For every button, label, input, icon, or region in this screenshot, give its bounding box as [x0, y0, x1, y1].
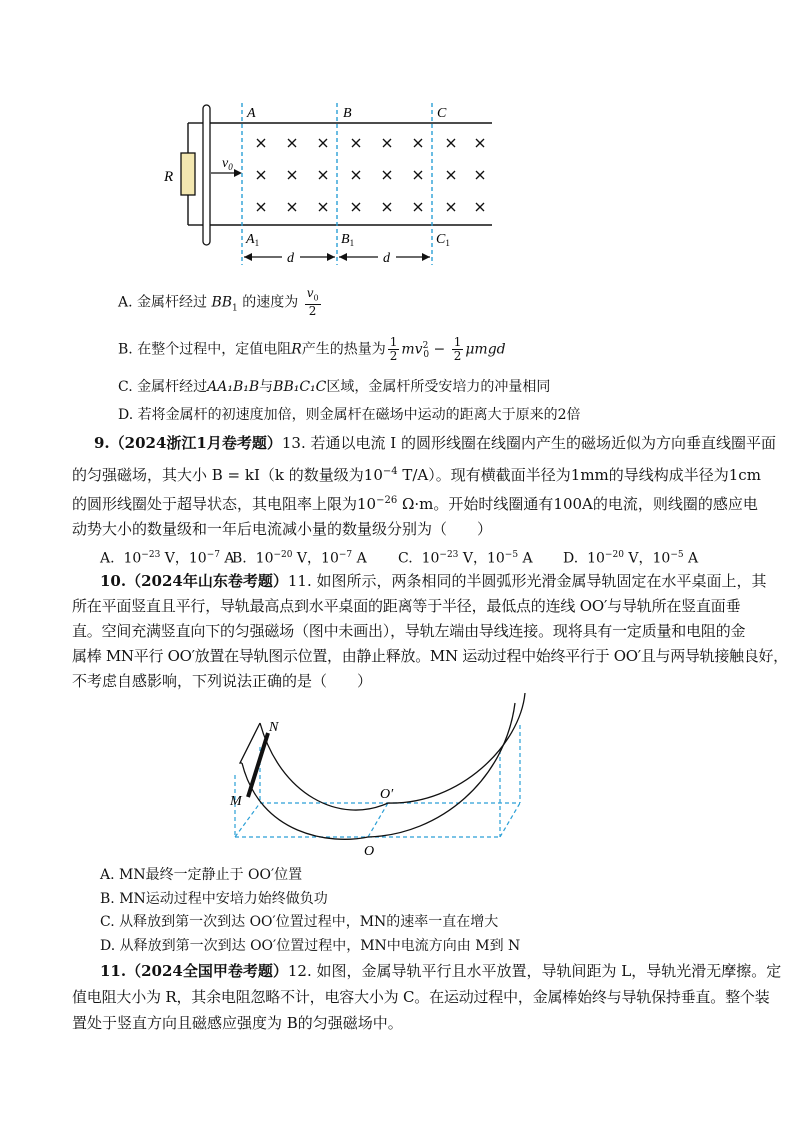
q11-line-1: 11.（2024全国甲卷考题）12. 如图，金属导轨平行且水平放置，导轨间距为 L，导轨光滑无摩擦。定 [100, 962, 782, 980]
q10-line-5: 不考虑自感影响，下列说法正确的是（ ） [72, 672, 373, 690]
q8-option-a: A. 金属杆经过 $BB_1$ 的速度为 $\frac{v_0}{2}$ [118, 286, 319, 319]
q10-line-1: 10.（2024年山东卷考题）11. 如图所示，两条相同的半圆弧形光滑金属导轨固定在水平桌面上，其 [100, 572, 767, 590]
q10-line-4: 属棒 MN平行 OO′放置在导轨图示位置，由静止释放。MN 运动过程中始终平行于 OO′且与两导轨接触良好， [72, 647, 788, 665]
label-d1: d [287, 251, 294, 266]
q11-source: （2024全国甲卷考题） [126, 962, 288, 980]
metal-rod [203, 105, 210, 245]
label-M: M [230, 794, 242, 809]
q9-line-3: 的圆形线圈处于超导状态，其电阻率上限为$10^{-26}$ Ω·m。开始时线圈通有100A的电流，则线圈的感应电 [72, 495, 758, 513]
q10-option-d: D. 从释放到第一次到达 OO′位置过程中，MN中电流方向由 M到 N [100, 938, 521, 954]
label-B1: $B_1$ [341, 232, 355, 248]
label-R: R [164, 169, 174, 185]
q8-option-b: B. 在整个过程中，定值电阻R产生的热量为 $\frac{1}{2}$ $mv^2_0$ − $\frac{1}{2}$ μmgd [118, 335, 506, 364]
q9-line-1: 9.（2024浙江1月卷考题）13. 若通以电流 I 的圆形线圈在线圈内产生的磁场近似为方向垂直线圈平面 [94, 434, 776, 452]
label-A: A [247, 106, 256, 121]
label-A1: $A_1$ [246, 232, 260, 248]
q10-source: （2024年山东卷考题） [126, 572, 288, 590]
q8-option-d: D. 若将金属杆的初速度加倍，则金属杆在磁场中运动的距离大于原来的2倍 [118, 407, 581, 423]
label-B: B [343, 106, 352, 121]
q10-line-3: 直。空间充满竖直向下的匀强磁场（图中未画出），导轨左端由导线连接。现将具有一定质量和电阻的金 [72, 622, 746, 640]
q9-option-a: A. $10^{-23}$ V，$10^{-7}$ A [100, 550, 235, 567]
q9-option-c: C. $10^{-23}$ V，$10^{-5}$ A [398, 550, 533, 567]
q9-option-d: D. $10^{-20}$ V，$10^{-5}$ A [563, 550, 699, 567]
resistor [181, 153, 195, 195]
q9-source: （2024浙江1月卷考题） [109, 434, 282, 452]
q10-option-a: A. MN最终一定静止于 OO′位置 [100, 867, 303, 883]
q11-line-3: 置处于竖直方向且磁感应强度为 B的匀强磁场中。 [72, 1014, 403, 1032]
q9-option-b: B. $10^{-20}$ V，$10^{-7}$ A [232, 550, 367, 567]
label-N: N [269, 720, 279, 735]
label-C1: $C_1$ [436, 232, 450, 248]
label-v0: $v_0$ [222, 156, 233, 172]
q11-line-2: 值电阻大小为 R，其余电阻忽略不计，电容大小为 C。在运动过程中，金属棒始终与导轨保持垂直。整个装 [72, 988, 770, 1006]
label-C: C [437, 106, 447, 121]
q9-line-2: 的匀强磁场，其大小 B = kI（k 的数量级为$10^{-4}$ T/A）。现有横截面半径为1mm的导线构成半径为1cm [72, 466, 761, 484]
q9-line-4: 动势大小的数量级和一年后电流减小量的数量级分别为（ ） [72, 520, 493, 538]
q10-line-2: 所在平面竖直且平行，导轨最高点到水平桌面的距离等于半径，最低点的连线 OO′与导轨所在竖直面垂 [72, 597, 741, 615]
label-O: O [364, 844, 375, 859]
figure-magnetic-field-rails [160, 95, 500, 275]
field-cross-marks [257, 139, 484, 211]
q10-option-c: C. 从释放到第一次到达 OO′位置过程中，MN的速率一直在增大 [100, 914, 499, 930]
rod-mn [248, 733, 268, 797]
label-d2: d [383, 251, 390, 266]
q8-option-c: C. 金属杆经过AA₁B₁B与BB₁C₁C区域，金属杆所受安培力的冲量相同 [118, 379, 551, 395]
figure-semicircle-rails [220, 685, 540, 860]
label-O-prime: O′ [380, 787, 394, 802]
q10-option-b: B. MN运动过程中安培力始终做负功 [100, 891, 328, 907]
